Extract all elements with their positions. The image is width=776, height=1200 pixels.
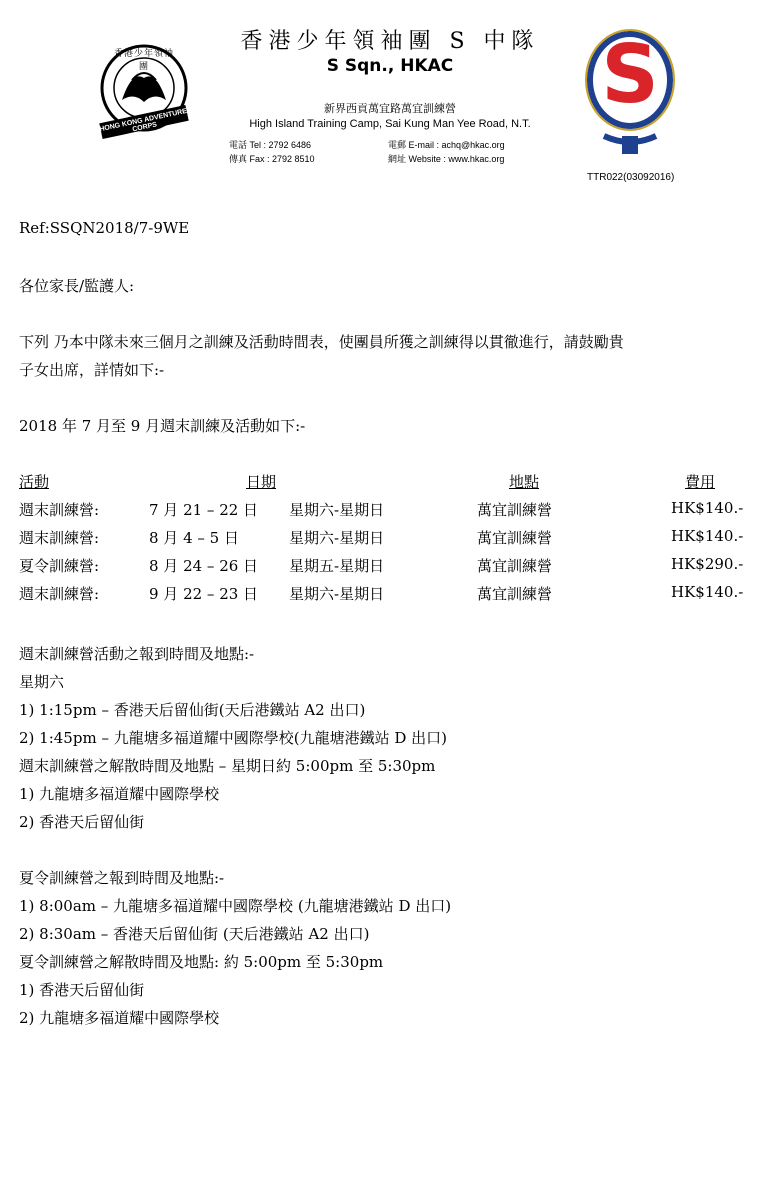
email: 電郵 E-mail : achq@hkac.org	[388, 140, 505, 150]
summer-item-2: 2) 8:30am – 香港天后留仙街 (天后港鐵站 A2 出口)	[19, 925, 370, 943]
row-fee: HK$290.-	[671, 555, 744, 573]
row-activity: 週末訓練營:	[19, 529, 100, 547]
summer-checkin-title: 夏令訓練營之報到時間及地點:-	[19, 869, 225, 887]
form-code: TTR022(03092016)	[587, 172, 675, 183]
header-location: 地點	[509, 473, 540, 491]
summer-item-1: 1) 8:00am – 九龍塘多福道耀中國際學校 (九龍塘港鐵站 D 出口)	[19, 897, 452, 915]
left-logo-ribbon-text: HONG KONG ADVENTURE CORPS	[98, 107, 188, 134]
weekend-item-2: 2) 1:45pm – 九龍塘多福道耀中國際學校(九龍塘港鐵站 D 出口)	[19, 729, 447, 747]
summer-dismissal-item-2: 2) 九龍塘多福道耀中國際學校	[19, 1009, 220, 1027]
row-location: 萬宜訓練營	[477, 501, 553, 519]
weekend-dismissal: 週末訓練營之解散時間及地點 – 星期日約 5:00pm 至 5:30pm	[19, 757, 436, 775]
letterhead	[0, 0, 776, 190]
weekend-day: 星期六	[19, 673, 65, 691]
table-row	[19, 499, 759, 521]
salutation: 各位家長/監護人:	[19, 277, 135, 295]
summer-dismissal: 夏令訓練營之解散時間及地點: 約 5:00pm 至 5:30pm	[19, 953, 384, 971]
tel: 電話 Tel : 2792 6486	[229, 140, 312, 150]
row-days: 星期六-星期日	[289, 585, 385, 603]
summer-dismissal-item-1: 1) 香港天后留仙街	[19, 981, 145, 999]
row-location: 萬宜訓練營	[477, 557, 553, 575]
website: 網址 Website : www.hkac.org	[388, 154, 505, 164]
address-en: High Island Training Camp, Sai Kung Man Yee Road, N.T.	[249, 118, 531, 130]
header-fee: 費用	[685, 473, 716, 491]
row-fee: HK$140.-	[671, 583, 744, 601]
row-date: 9 月 22 – 23 日	[149, 585, 259, 603]
table-row	[19, 555, 759, 577]
left-logo-chars: 香港少年領袖團	[113, 49, 174, 72]
row-days: 星期六-星期日	[289, 529, 385, 547]
row-location: 萬宜訓練營	[477, 585, 553, 603]
right-logo-letter: S	[601, 28, 659, 121]
org-name-en: S Sqn., HKAC	[326, 56, 454, 76]
weekend-dismissal-item-1: 1) 九龍塘多福道耀中國際學校	[19, 785, 220, 803]
address-zh: 新界西貢萬宜路萬宜訓練營	[324, 102, 456, 115]
table-row	[19, 527, 759, 549]
schedule-title: 2018 年 7 月至 9 月週末訓練及活動如下:-	[19, 417, 306, 435]
weekend-item-1: 1) 1:15pm – 香港天后留仙街(天后港鐵站 A2 出口)	[19, 701, 366, 719]
row-days: 星期五-星期日	[289, 557, 385, 575]
weekend-checkin-title: 週末訓練營活動之報到時間及地點:-	[19, 645, 255, 663]
row-date: 8 月 24 – 26 日	[149, 557, 259, 575]
row-activity: 週末訓練營:	[19, 501, 100, 519]
header-date: 日期	[246, 473, 277, 491]
table-row	[19, 583, 759, 605]
row-location: 萬宜訓練營	[477, 529, 553, 547]
row-date: 8 月 4 – 5 日	[149, 529, 239, 547]
header-activity: 活動	[19, 473, 50, 491]
fax: 傳真 Fax : 2792 8510	[229, 154, 315, 164]
org-name-zh: 香港少年領袖團 S 中隊	[240, 29, 540, 54]
weekend-dismissal-item-2: 2) 香港天后留仙街	[19, 813, 145, 831]
row-fee: HK$140.-	[671, 499, 744, 517]
row-activity: 週末訓練營:	[19, 585, 100, 603]
intro-line-1: 下列 乃本中隊未來三個月之訓練及活動時間表，使團員所獲之訓練得以貫徹進行，請鼓勵貴	[19, 333, 624, 351]
row-date: 7 月 21 – 22 日	[149, 501, 259, 519]
row-activity: 夏令訓練營:	[19, 557, 100, 575]
row-days: 星期六-星期日	[289, 501, 385, 519]
intro-line-2: 子女出席，詳情如下:-	[19, 361, 165, 379]
row-fee: HK$140.-	[671, 527, 744, 545]
table-header	[19, 471, 759, 493]
reference-number: Ref:SSQN2018/7-9WE	[19, 219, 190, 237]
